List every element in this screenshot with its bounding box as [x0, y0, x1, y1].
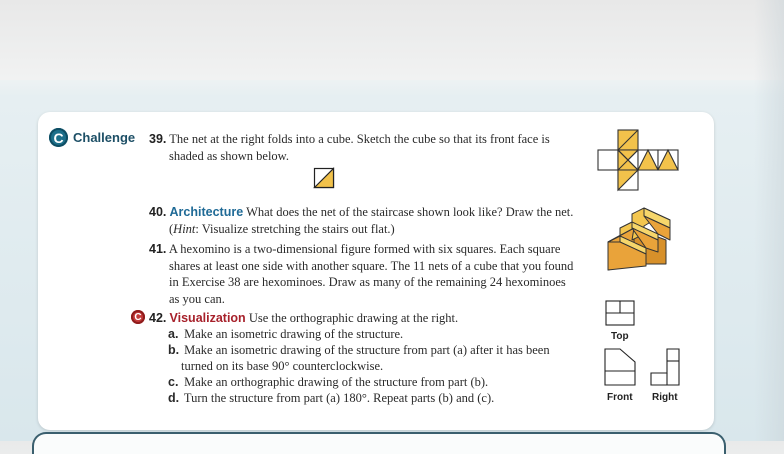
- exercise-text: shares at least one side with another square. The 11 nets of a cube that you found: [169, 258, 574, 273]
- exercise-42-part-b: [168, 343, 550, 359]
- exercise-text: in Exercise 38 are hexominoes. Draw as many of the remaining 24 hexominoes: [169, 275, 566, 289]
- top-view-figure: [605, 300, 635, 326]
- challenge-label: Challenge: [73, 130, 136, 145]
- exercise-keyword: Visualization: [169, 311, 246, 325]
- right-view-label: Right: [652, 392, 678, 403]
- page-gutter-shadow: [754, 0, 784, 441]
- exercise-text: Use the orthographic drawing at the right.: [248, 311, 459, 325]
- page-top-margin: [0, 0, 784, 80]
- hint-word: Hint: [173, 221, 196, 236]
- shaded-face-figure: [314, 168, 334, 188]
- right-view-figure: [650, 348, 680, 386]
- exercise-42: [149, 310, 589, 327]
- top-view-label: Top: [611, 331, 629, 342]
- exercise-text: shaded as shown below.: [169, 148, 290, 163]
- part-text: Turn the structure from part (a) 180°. Repeat parts (b) and (c).: [183, 391, 495, 405]
- exercise-number: 42.: [149, 311, 167, 325]
- staircase-figure: [604, 206, 674, 276]
- front-view-figure: [604, 348, 636, 386]
- exercise-42-part-c: [168, 375, 488, 391]
- exercise-number: 41.: [149, 242, 167, 256]
- front-view-label: Front: [607, 392, 633, 403]
- next-section-card: [32, 432, 726, 454]
- cube-net-figure: [598, 128, 693, 213]
- exercise-number: 39.: [149, 132, 167, 146]
- exercise-42-part-d: [168, 391, 494, 407]
- part-text: Make an isometric drawing of the structure from part (a) after it has been: [184, 343, 550, 357]
- part-text: Make an orthographic drawing of the structure from part (b).: [184, 375, 489, 389]
- exercise-42-part-b-cont: [181, 359, 383, 375]
- exercise-text: as you can.: [169, 291, 225, 306]
- exercise-text: A hexomino is a two-dimensional figure formed with six squares. Each square: [168, 242, 561, 256]
- challenge-red-icon: C: [131, 310, 145, 324]
- exercise-40: 40. Architecture What does the net of the staircase shown look like? Draw the net. (Hint: Visualize stretching the stairs out flat.): [149, 205, 574, 236]
- part-letter: b.: [168, 343, 180, 357]
- part-letter: d.: [168, 391, 180, 405]
- exercise-keyword: Architecture: [169, 205, 244, 219]
- exercise-39: [149, 131, 579, 164]
- part-letter: c.: [168, 375, 179, 389]
- challenge-icon: C: [49, 128, 68, 147]
- part-text: turned on its base 90° counterclockwise.: [181, 359, 384, 373]
- exercise-42-part-a: [168, 327, 403, 343]
- hint-text: : Visualize stretching the stairs out flat.): [195, 221, 395, 236]
- exercise-text: What does the net of the staircase shown look like? Draw the net.: [246, 205, 574, 219]
- exercise-number: 40.: [149, 205, 167, 219]
- exercise-text: The net at the right folds into a cube. Sketch the cube so that its front face is: [169, 132, 550, 146]
- part-text: Make an isometric drawing of the structure.: [184, 327, 404, 341]
- exercise-41: [149, 241, 594, 307]
- challenge-badge: [49, 128, 135, 147]
- part-letter: a.: [168, 327, 179, 341]
